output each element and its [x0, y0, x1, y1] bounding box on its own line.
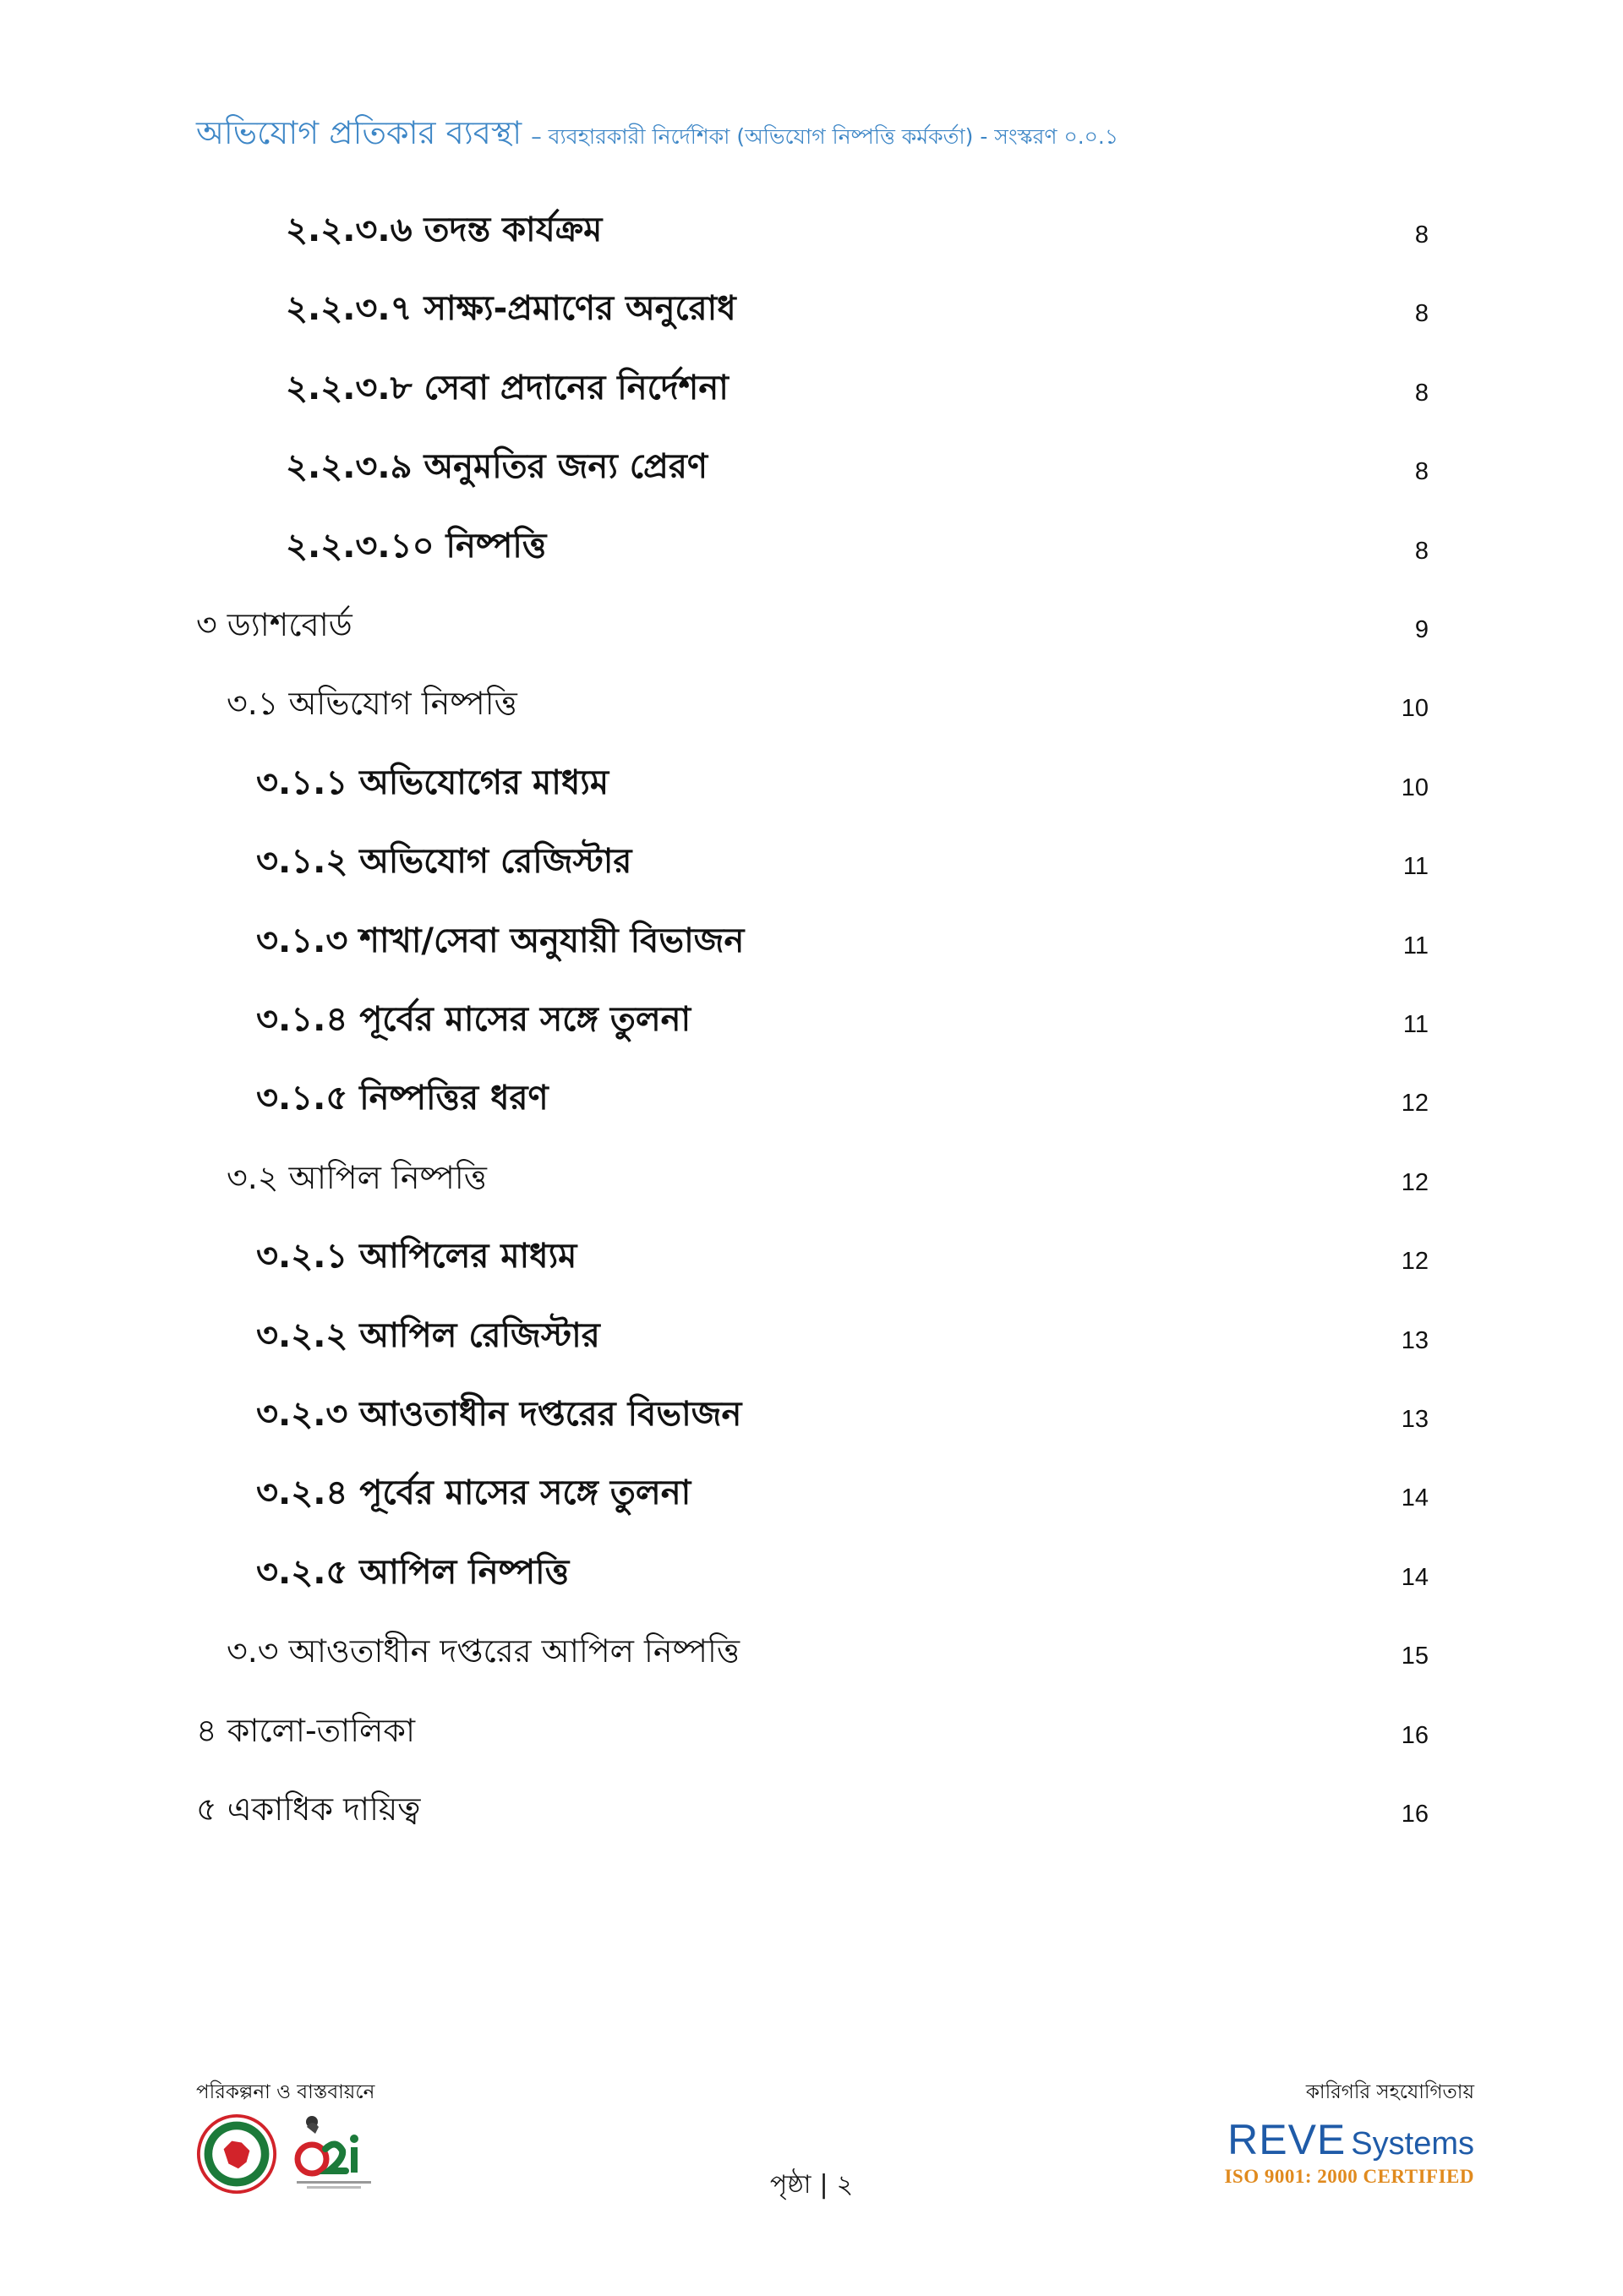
toc-entry-page-number: 16: [1401, 1722, 1429, 1749]
toc-entry[interactable]: [0, 994, 1623, 1045]
toc-entry[interactable]: [0, 1389, 1623, 1440]
toc-entry[interactable]: [0, 678, 1623, 729]
toc-entry[interactable]: [0, 1152, 1623, 1203]
toc-entry[interactable]: [0, 1784, 1623, 1834]
toc-entry[interactable]: [0, 283, 1623, 334]
toc-entry-title: ৩.২.১ আপিলের মাধ্যম: [256, 1237, 577, 1276]
toc-entry-page-number: 12: [1401, 1248, 1429, 1275]
toc-entry-title: ৩.৩ আওতাধীন দপ্তরের আপিল নিষ্পত্তি: [227, 1632, 740, 1670]
toc-entry-title: ২.২.৩.৭ সাক্ষ্য-প্রমাণের অনুরোধ: [286, 289, 736, 328]
toc-entry-page-number: 8: [1414, 300, 1429, 327]
toc-entry-title: ৩.২.৩ আওতাধীন দপ্তরের বিভাজন: [256, 1395, 742, 1434]
toc-entry-title: ৩.১.১ অভিযোগের মাধ্যম: [256, 763, 609, 802]
toc-entry-title: ৩.২.৪ পূর্বের মাসের সঙ্গে তুলনা: [256, 1473, 691, 1512]
toc-entry-page-number: 8: [1414, 380, 1429, 407]
toc-entry[interactable]: [0, 1310, 1623, 1361]
iso-certification-text: ISO 9001: 2000 CERTIFIED: [1224, 2166, 1474, 2187]
toc-entry[interactable]: [0, 1547, 1623, 1598]
toc-entry-page-number: 14: [1401, 1564, 1429, 1591]
toc-entry-title: ৩.২.২ আপিল রেজিস্টার: [256, 1316, 600, 1355]
reve-systems-logo: [1224, 2118, 1474, 2188]
toc-entry-title: ৫ একাধিক দায়িত্ব: [196, 1790, 421, 1828]
toc-entry[interactable]: [0, 916, 1623, 966]
toc-entry-title: ৩ ড্যাশবোর্ড: [196, 606, 352, 643]
toc-entry[interactable]: [0, 205, 1623, 255]
toc-entry-page-number: 8: [1414, 458, 1429, 485]
toc-entry-title: ৩.১.৪ পূর্বের মাসের সঙ্গে তুলনা: [256, 1000, 691, 1039]
toc-entry-title: ৩.১.৩ শাখা/সেবা অনুযায়ী বিভাজন: [256, 921, 745, 960]
toc-entry-page-number: 16: [1401, 1801, 1429, 1828]
toc-entry[interactable]: [0, 1626, 1623, 1676]
toc-entry-page-number: 9: [1414, 616, 1429, 643]
toc-entry-page-number: 14: [1401, 1484, 1429, 1512]
toc-entry[interactable]: [0, 363, 1623, 413]
toc-entry-page-number: 13: [1401, 1327, 1429, 1354]
toc-entry-title: ৩.১.৫ নিষ্পত্তির ধরণ: [256, 1079, 549, 1118]
toc-entry-page-number: 11: [1402, 1011, 1429, 1038]
toc-entry[interactable]: [0, 441, 1623, 492]
reve-logo-systems: Systems: [1351, 2126, 1474, 2162]
toc-entry[interactable]: [0, 1468, 1623, 1518]
header-subtitle: – ব্যবহারকারী নির্দেশিকা (অভিযোগ নিষ্পত্তি কর্মকর্তা) - সংস্করণ ০.০.১: [531, 124, 1119, 149]
toc-entry-title: ৪ কালো-তালিকা: [196, 1712, 415, 1749]
toc-entry[interactable]: [0, 1705, 1623, 1756]
toc-entry-title: ৩.২.৫ আপিল নিষ্পত্তি: [256, 1553, 570, 1592]
toc-entry-title: ২.২.৩.৬ তদন্ত কার্যক্রম: [286, 210, 603, 249]
toc-entry[interactable]: [0, 1073, 1623, 1123]
toc-entry-title: ২.২.৩.৯ অনুমতির জন্য প্রেরণ: [286, 447, 708, 486]
page-number: ২: [836, 2170, 854, 2200]
page-header: [196, 108, 1118, 162]
toc-entry-page-number: 10: [1401, 695, 1429, 722]
toc-entry[interactable]: [0, 1231, 1623, 1282]
toc-entry-page-number: 13: [1401, 1406, 1429, 1433]
toc-entry-title: ৩.১.২ অভিযোগ রেজিস্টার: [256, 842, 632, 881]
footer-planning-label: পরিকল্পনা ও বাস্তবায়নে: [196, 2081, 375, 2103]
toc-entry-page-number: 15: [1401, 1643, 1429, 1670]
toc-entry-page-number: 8: [1414, 221, 1429, 249]
toc-entry-page-number: 10: [1401, 774, 1429, 801]
page-label: পৃষ্ঠা: [769, 2170, 812, 2200]
header-title: অভিযোগ প্রতিকার ব্যবস্থা: [196, 114, 522, 151]
toc-entry-page-number: 12: [1401, 1169, 1429, 1196]
reve-logo-name: REVE: [1227, 2116, 1347, 2163]
toc-entry-title: ৩.১ অভিযোগ নিষ্পত্তি: [227, 685, 517, 722]
toc-entry[interactable]: [0, 757, 1623, 808]
toc-entry-page-number: 11: [1402, 853, 1429, 880]
toc-entry[interactable]: [0, 599, 1623, 650]
toc-entry[interactable]: [0, 836, 1623, 887]
toc-entry-page-number: 11: [1402, 932, 1429, 959]
toc-entry[interactable]: [0, 521, 1623, 571]
toc-entry-page-number: 8: [1414, 538, 1429, 565]
toc-entry-page-number: 12: [1401, 1090, 1429, 1117]
toc-entry-title: ২.২.৩.১০ নিষ্পত্তি: [286, 527, 547, 566]
toc-entry-title: ২.২.৩.৮ সেবা প্রদানের নির্দেশনা: [286, 369, 729, 407]
page-separator: |: [819, 2170, 828, 2200]
toc-entry-title: ৩.২ আপিল নিষ্পত্তি: [227, 1159, 487, 1196]
footer-technical-label: কারিগরি সহযোগিতায়: [1305, 2081, 1474, 2103]
